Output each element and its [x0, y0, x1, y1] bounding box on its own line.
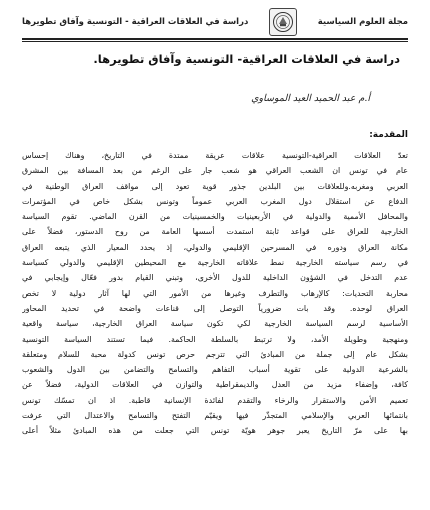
- body-line: ومنهجية وطويلة الأمد، ولا ترتبط بالسلطة الحاكمة. فيما تستند السياسة التونسية: [22, 334, 408, 344]
- body-line: في رسم سياسته الخارجية نمط علاقاته الخارجية مع المحيطين الإقليمي والدولي كسياسة: [22, 258, 408, 268]
- journal-name: مجلة العلوم السياسية: [317, 17, 408, 27]
- body-line: عدم التدخل في الشؤون الداخلية للدول الأخرى، وتبني القيام بدور فعّال وإيجابي في: [22, 273, 408, 283]
- body-line: بشكل عام إلى جملة من المبادئ التي تترجم حرص تونس كدولة محبة للسلام ومتعلقة: [22, 349, 408, 359]
- body-line: العراق لوحده. وقد بات ضرورياً التوصل إلى قناعات واضحة في تحديد المحاور: [22, 303, 408, 313]
- body-line: والمحافل الأممية والدولية في الأربعينيات والخمسينيات من القرن الماضي. تقوم السياسة: [22, 212, 408, 222]
- body-line: تعدّ العلاقات العراقية-التونسية علاقات عريقة ممتدة في التاريخ، وهناك إحساس: [22, 151, 408, 160]
- body-line: الخارجية للعراق على قواعد ثابتة استمدت أسسها العامة من روح الدستور، فضلاً على: [22, 227, 408, 237]
- body-line: بانتمائها العربي والإسلامي المتجذّر فيها ويقيّم التفتح والتسامح والاعتدال التي عرفت: [22, 411, 408, 421]
- section-heading: المقدمة:: [369, 130, 408, 140]
- body-line: عام في تونس ان الشعب العراقي هو شعب جار على الرغم من بعد المسافة بين المشرق: [22, 166, 408, 176]
- article-title: دراسة في العلاقات العراقية- التونسية وآفاق تطويرها.: [93, 52, 400, 66]
- body-line: تعميم الأمن والاستقرار والرخاء والتقدم لفائدة الإنسانية قاطبة. اذ ان تمسّك تونس: [22, 395, 408, 405]
- body-line: بالشرعية الدولية على تقوية أسباب التفاهم والتسامح والتضامن بين الدول والشعوب: [22, 365, 408, 375]
- header-rule: [22, 38, 408, 40]
- body-paragraph: [22, 148, 408, 439]
- university-seal-icon: [269, 8, 297, 36]
- body-line: كافة، وإضفاء مزيد من العدل والديمقراطية والتوازن في العلاقات الدولية، فضلاً عن: [22, 380, 408, 390]
- body-line: محاربة التحديات: كالإرهاب والتطرف وغيرها من الأمور التي لها آثار دولية لا تخص: [22, 288, 408, 298]
- body-line: العربي ومغربه.وللعلاقات بين البلدين جذور قوية تعود إلى مواقف العراق الوطنية في: [22, 181, 408, 191]
- body-line: الدفاع عن استقلال دول المغرب العربي عموماً وتونس بشكل خاص في المؤتمرات: [22, 196, 408, 206]
- author-name: أ.م عبد الحميد العيد الموساوي: [251, 93, 370, 104]
- page-header: [22, 8, 408, 36]
- running-title: دراسة في العلاقات العراقية - التونسية وآفاق تطويرها: [22, 17, 249, 27]
- body-line: مكانة العراق ودوره في المسرحين الإقليمي والدولي، إذ يحدد المعيار الذي يتبعه العراق: [22, 242, 408, 252]
- body-line: بها على مرّ التاريخ يعبر جوهر هويّة تونس التي جعلت من هذه المبادئ مثلاً أعلى: [22, 426, 408, 436]
- body-line: الأساسية لرسم السياسة الخارجية لكي تكون سياسة العراق الخارجية، سياسة واقعية: [22, 319, 408, 329]
- header-rule-thin: [22, 41, 408, 42]
